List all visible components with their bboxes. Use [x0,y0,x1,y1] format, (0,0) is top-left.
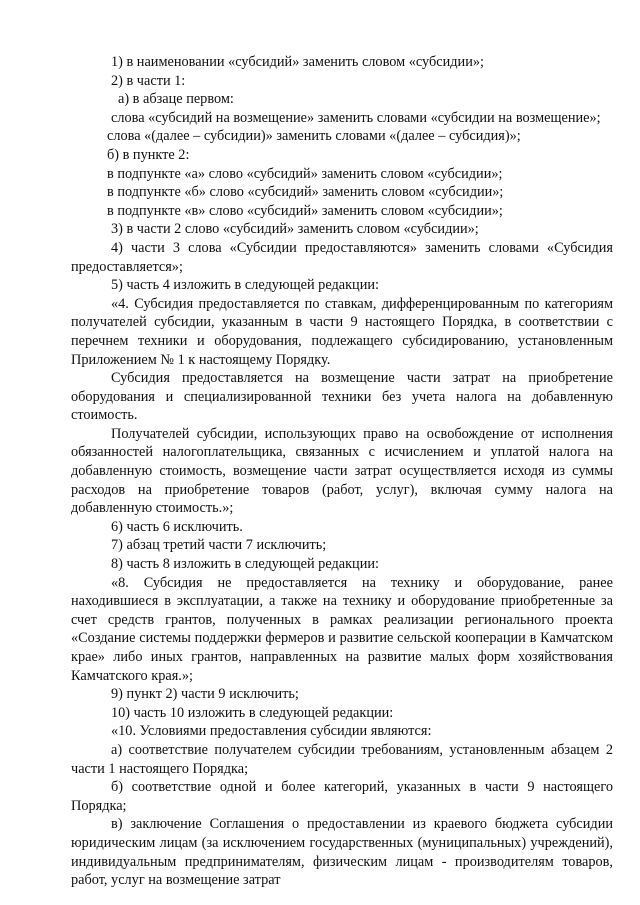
list-item-9: 9) пункт 2) части 9 исключить; [111,686,299,703]
list-item-5: 5) часть 4 изложить в следующей редакции: [111,277,379,294]
paragraph-subpoint-v: в подпункте «в» слово «субсидий» заменить словом «субсидии»; [107,202,503,219]
list-item-4: 4) части 3 слова «Субсидии предоставляются» заменить словами «Субсидия предоставляется»; [71,239,613,275]
paragraph-words-hereinafter: слова «(далее – субсидии)» заменить словами «(далее – субсидия)»; [107,128,521,145]
sub-item-b: б) в пункте 2: [107,146,190,163]
list-item-7: 7) абзац третий части 7 исключить; [111,537,327,554]
paragraph-subpoint-a: в подпункте «а» слово «субсидий» заменить словом «субсидии»; [107,165,503,182]
list-item-3: 3) в части 2 слово «субсидий» заменить словом «субсидии»; [111,221,479,238]
sub-item-a: а) в абзаце первом: [118,91,234,108]
paragraph-words-subsidy-reimbursement: слова «субсидий на возмещение» заменить словами «субсидии на возмещение»; [111,109,601,126]
paragraph-recipients-vat: Получателей субсидии, использующих право на освобождение от исполнения обязанностей налогоплательщика, связанных с исчислением и уплатой налога на добавленную стоимость, возмещение части затрат осуществляется исходя из суммы расходов на приобретение товаров (работ, услуг), включая сумму налога на добавленную стоимость.»; [71,425,613,517]
paragraph-part-10: «10. Условиями предоставления субсидии являются: [111,723,432,740]
list-item-10: 10) часть 10 изложить в следующей редакции: [111,704,394,721]
list-item-1: 1) в наименовании «субсидий» заменить словом «субсидии»; [111,54,484,70]
condition-b: б) соответствие одной и более категорий, указанных в части 9 настоящего Порядка; [71,779,613,814]
list-item-2: 2) в части 1: [111,72,186,89]
condition-v: в) заключение Соглашения о предоставлении из краевого бюджета субсидии юридическим лицам (за исключением государственных (муниципальных) учреждений), индивидуальным предпринимателям, физическим лицам - производителям товаров, работ, услуг на возмещение затрат [71,816,613,889]
paragraph-part-4: «4. Субсидия предоставляется по ставкам, дифференцированным по категориям получателей субсидии, указанным в части 9 настоящего Порядка, в соответствии с перечнем техники и оборудования, подлежащего субсидированию, установленным Приложением № 1 к настоящему Порядку. [71,295,613,368]
paragraph-part-8: «8. Субсидия не предоставляется на технику и оборудование, ранее находившиеся в эксплуатации, а также на технику и оборудование приобретенные за счет средств грантов, полученных в рамках реализации регионального проекта «Создание системы поддержки фермеров и развитие сельской кооперации в Камчатском крае» либо иных грантов, направленных на развитие малых форм хозяйствования Камчатского края.»; [71,574,613,684]
list-item-8: 8) часть 8 изложить в следующей редакции: [111,556,379,573]
paragraph-subpoint-b: в подпункте «б» слово «субсидий» заменить словом «субсидии»; [107,184,504,201]
paragraph-subsidy-reimbursement: Субсидия предоставляется на возмещение части затрат на приобретение оборудования и специализированной техники без учета налога на добавленную стоимость. [71,370,613,424]
list-item-6: 6) часть 6 исключить. [111,518,243,535]
condition-a: а) соответствие получателем субсидии требованиям, установленным абзацем 2 части 1 настоящего Порядка; [71,741,613,777]
